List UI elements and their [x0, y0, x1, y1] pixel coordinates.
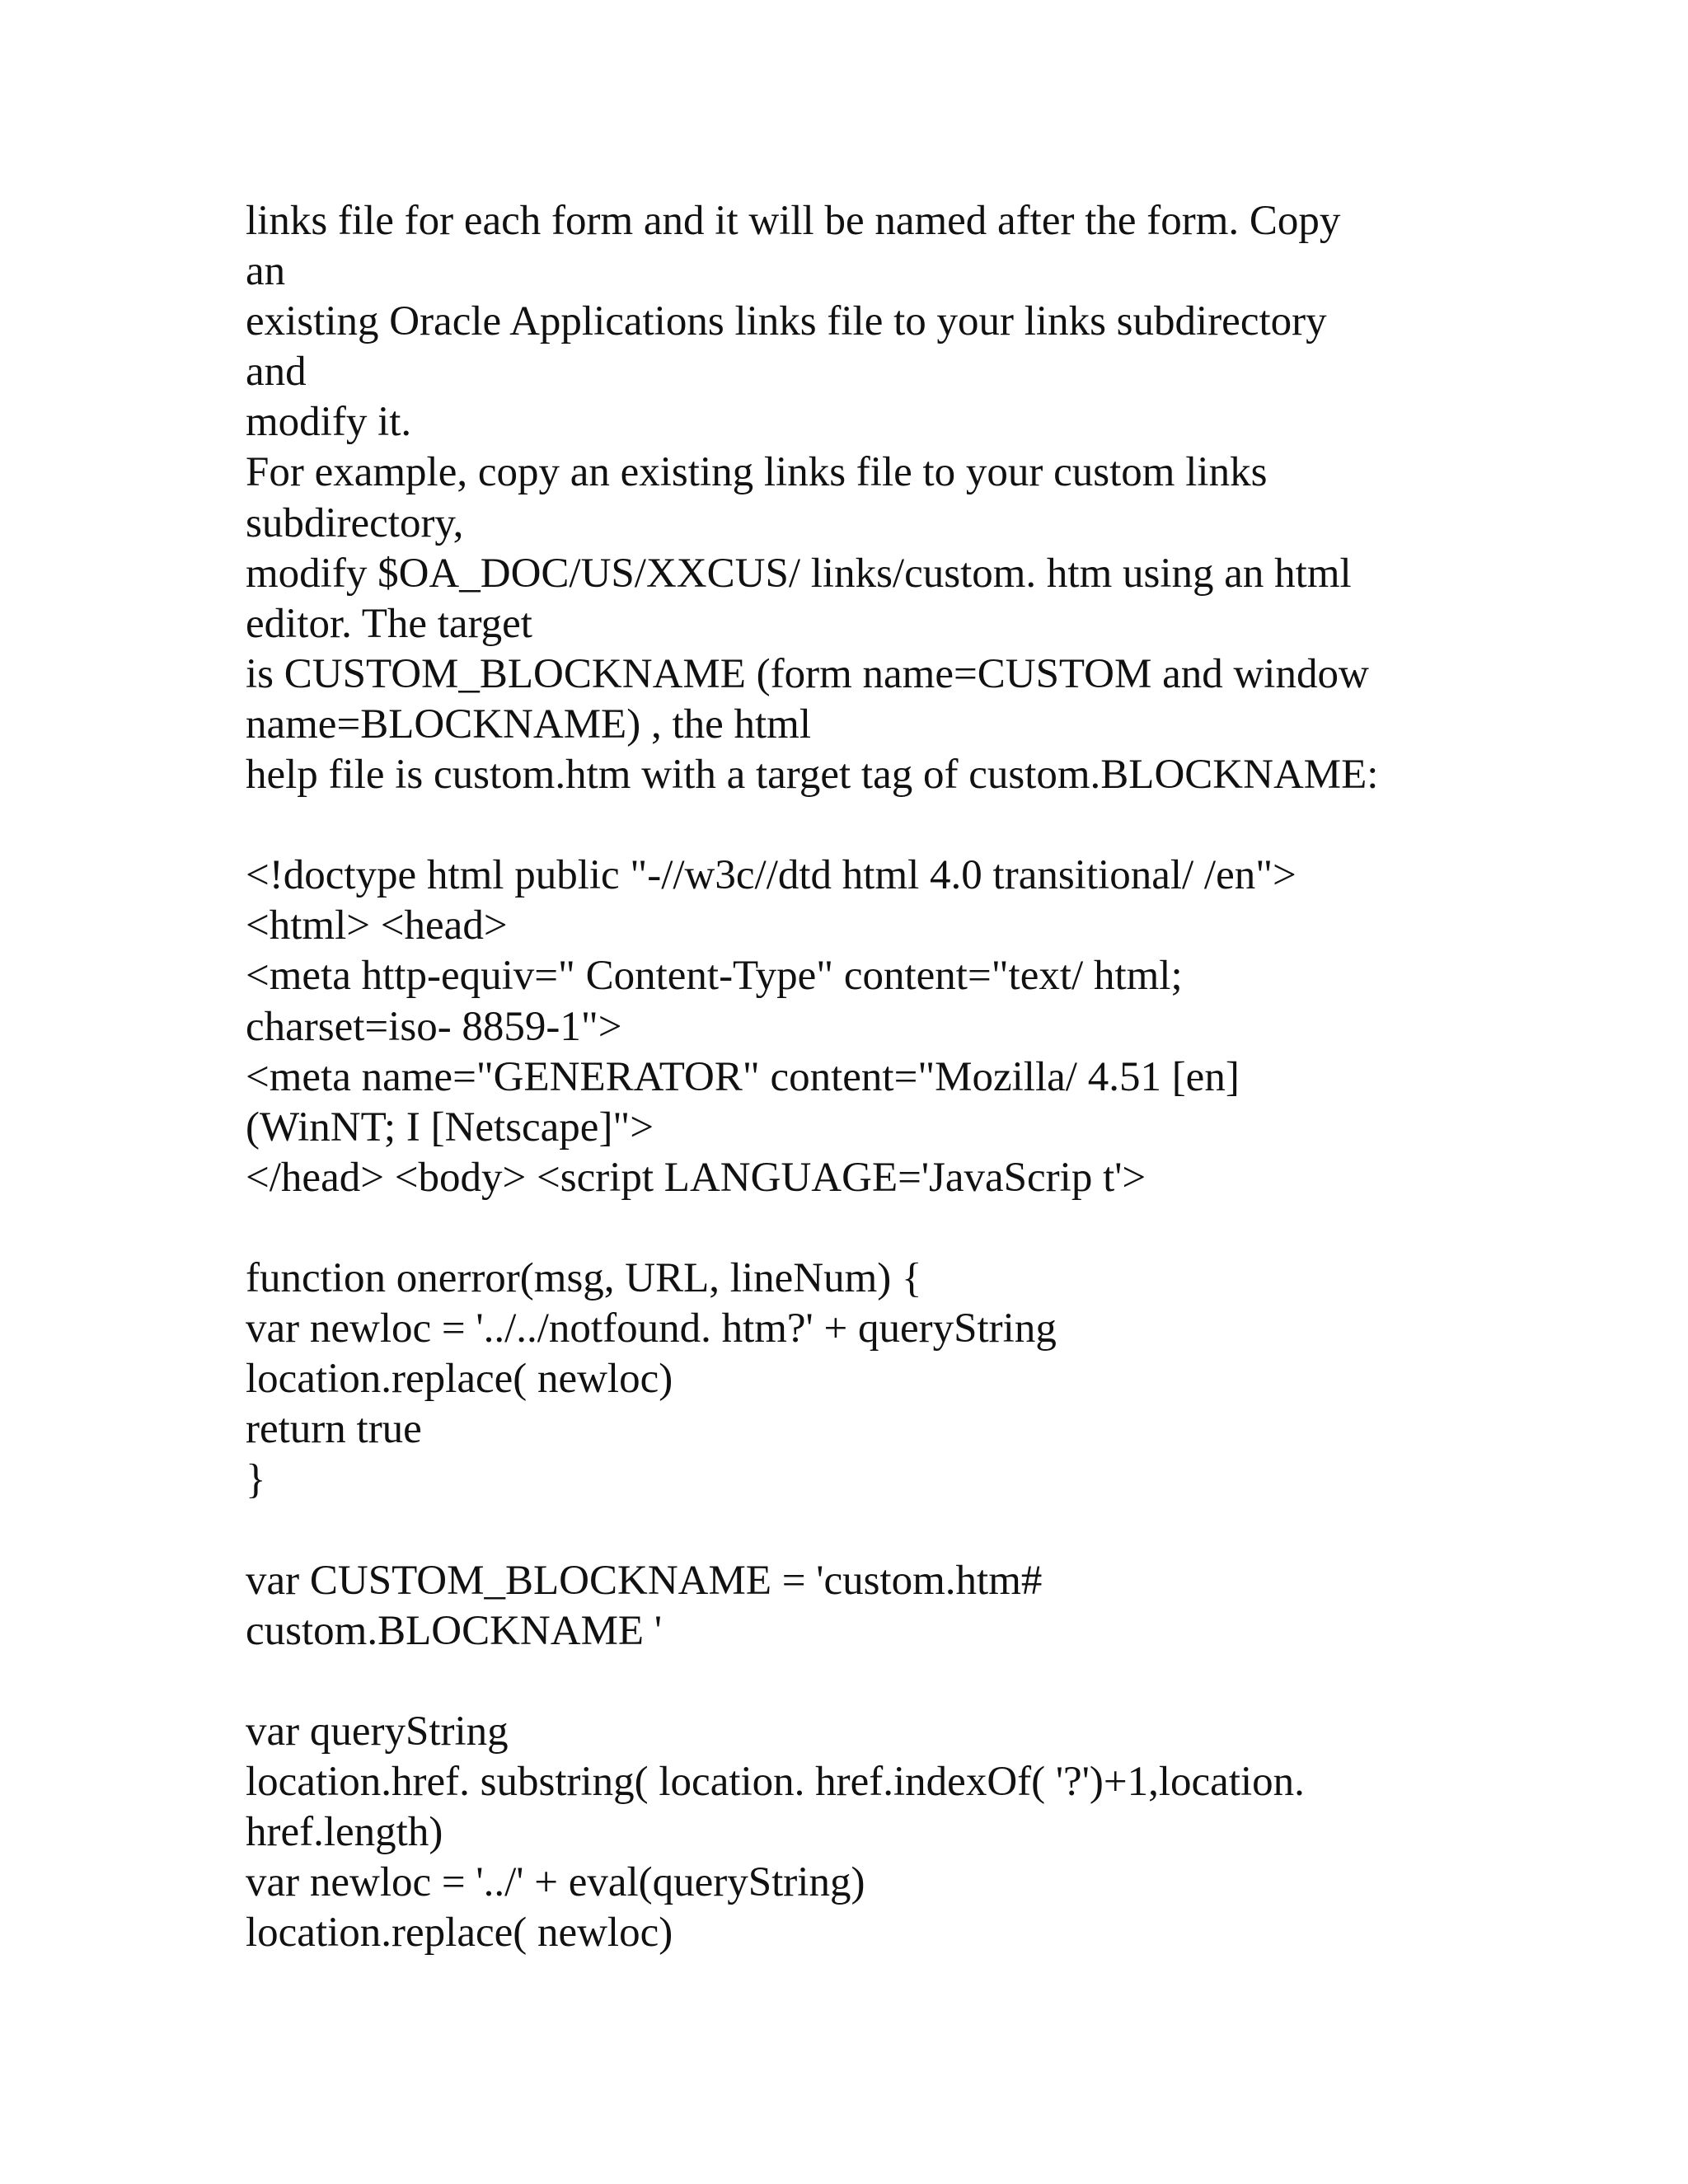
text-line: editor. The target [246, 600, 532, 647]
blank-line [246, 1505, 1531, 1555]
text-line: modify $OA_DOC/US/XXCUS/ links/custom. htm using an html [246, 550, 1352, 597]
code-line: location.href. substring( location. href.indexOf( '?')+1,location. [246, 1758, 1305, 1805]
page-body-text [246, 196, 1531, 1958]
code-line: <meta name="GENERATOR" content="Mozilla/ 4.51 [en] [246, 1053, 1240, 1100]
code-line: <html> <head> [246, 902, 508, 949]
code-line: function onerror(msg, URL, lineNum) { [246, 1254, 922, 1301]
code-line: location.replace( newloc) [246, 1356, 673, 1403]
code-line: (WinNT; I [Netscape]"> [246, 1104, 654, 1151]
code-line: var newloc = '../../notfound. htm?' + queryString [246, 1305, 1057, 1352]
text-line: modify it. [246, 399, 412, 446]
code-line: return true [246, 1406, 422, 1453]
text-line: existing Oracle Applications links file to your links subdirectory [246, 298, 1327, 345]
text-line: help file is custom.htm with a target tag of custom.BLOCKNAME: [246, 752, 1379, 799]
code-line: <!doctype html public "-//w3c//dtd html 4.0 transitional/ /en"> [246, 852, 1296, 899]
code-line: href.length) [246, 1809, 443, 1855]
text-line: For example, copy an existing links file to your custom links [246, 449, 1268, 496]
text-line: subdirectory, [246, 499, 464, 546]
text-line: links file for each form and it will be named after the form. Copy [246, 198, 1341, 244]
code-line: var newloc = '../' + eval(queryString) [246, 1859, 865, 1906]
blank-line [246, 800, 1531, 851]
blank-line [246, 1657, 1531, 1707]
text-line: and [246, 349, 307, 396]
code-line: custom.BLOCKNAME ' [246, 1607, 663, 1654]
code-line: location.replace( newloc) [246, 1910, 673, 1957]
blank-line [246, 1203, 1531, 1254]
code-line: } [246, 1456, 266, 1503]
code-line: charset=iso- 8859-1"> [246, 1003, 622, 1050]
code-line: <meta http-equiv=" Content-Type" content="text/ html; [246, 953, 1183, 1000]
code-line: </head> <body> <script LANGUAGE='JavaScrip t'> [246, 1154, 1146, 1201]
code-line: var CUSTOM_BLOCKNAME = 'custom.htm# [246, 1557, 1043, 1604]
text-line: name=BLOCKNAME) , the html [246, 701, 812, 748]
text-line: an [246, 248, 286, 295]
code-line: var queryString [246, 1708, 509, 1755]
text-line: is CUSTOM_BLOCKNAME (form name=CUSTOM and window [246, 650, 1369, 697]
